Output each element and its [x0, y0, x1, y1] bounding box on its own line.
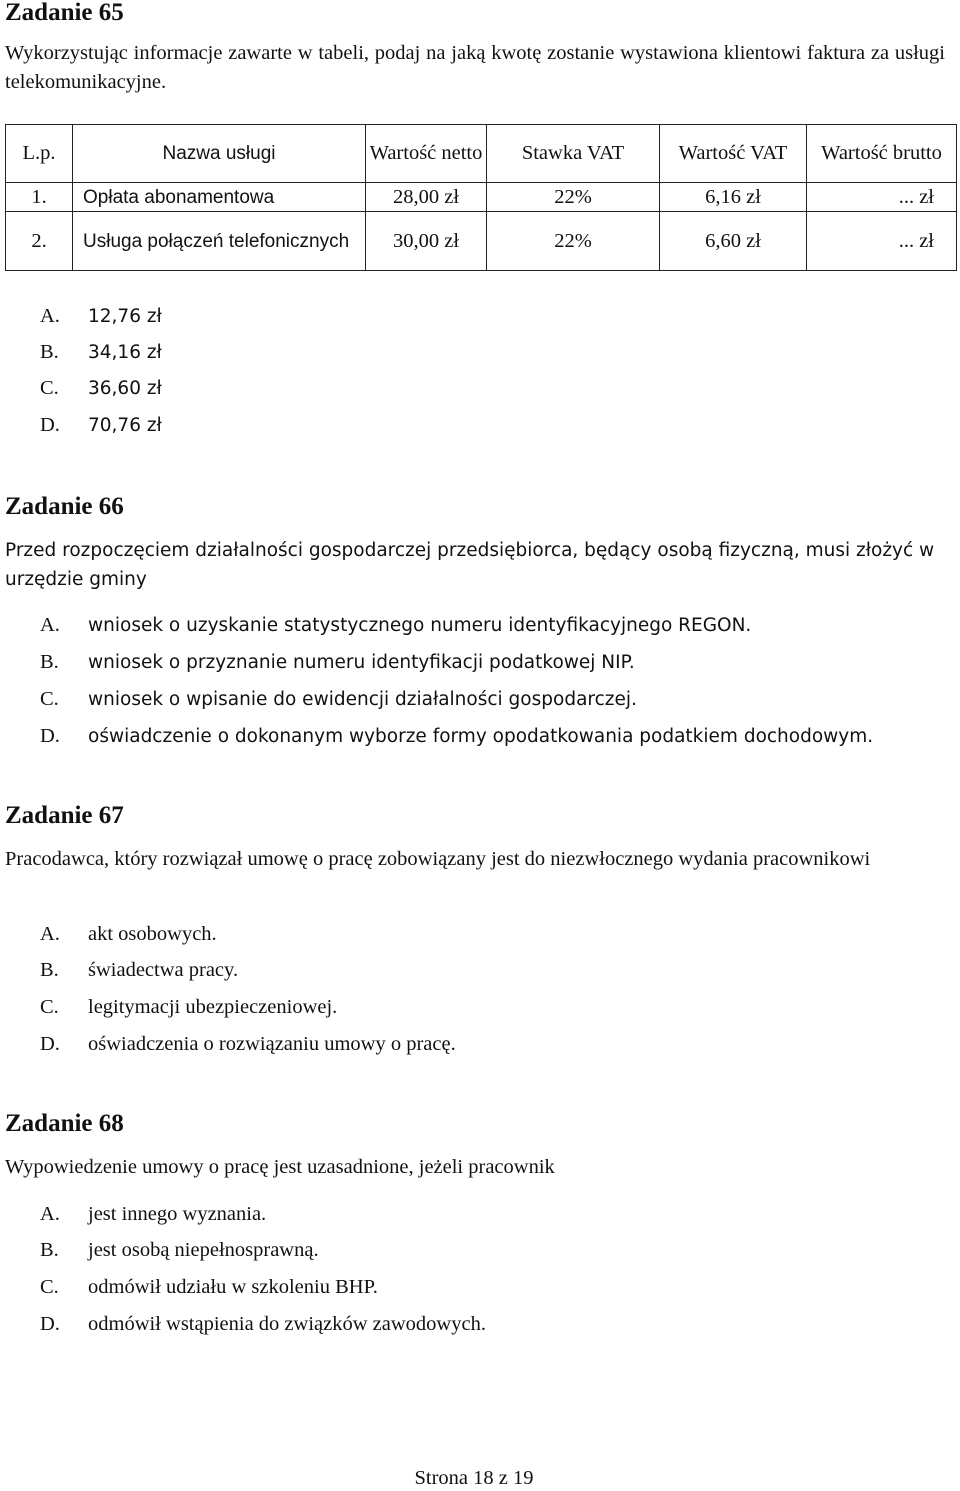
option-text: wniosek o wpisanie do ewidencji działalności gospodarczej. [88, 689, 637, 710]
option-letter: B. [40, 651, 59, 673]
option-text: akt osobowych. [88, 923, 217, 945]
answer-option[interactable] [40, 1310, 486, 1338]
cell-gross-value: ... zł [807, 212, 957, 271]
option-letter: B. [40, 959, 59, 981]
option-text: oświadczenia o rozwiązaniu umowy o pracę. [88, 1033, 456, 1055]
vat-table [5, 124, 957, 271]
cell-service-name: Usługa połączeń telefonicznych [73, 212, 366, 271]
option-letter: A. [40, 923, 60, 945]
answer-option[interactable] [40, 1236, 319, 1264]
task-68-title: Zadanie 68 [5, 1110, 124, 1137]
header-vat-value: Wartość VAT [660, 125, 807, 183]
option-text: odmówił udziału w szkoleniu BHP. [88, 1276, 378, 1298]
option-letter: C. [40, 377, 59, 399]
option-text: jest innego wyznania. [88, 1203, 267, 1225]
option-letter: C. [40, 1276, 59, 1298]
option-text: 36,60 zł [88, 378, 162, 399]
option-letter: B. [40, 341, 59, 363]
cell-net-value: 30,00 zł [366, 212, 487, 271]
task-65-title: Zadanie 65 [5, 0, 124, 26]
option-letter: B. [40, 1239, 59, 1261]
option-text: 34,16 zł [88, 342, 162, 363]
option-letter: A. [40, 614, 60, 636]
answer-option[interactable] [40, 374, 162, 403]
task-66-title: Zadanie 66 [5, 493, 124, 520]
answer-option[interactable] [40, 920, 217, 948]
answer-option[interactable] [40, 611, 751, 640]
header-vat-rate: Stawka VAT [487, 125, 660, 183]
answer-option[interactable] [40, 338, 162, 367]
cell-vat-value: 6,60 zł [660, 212, 807, 271]
task-67-question: Pracodawca, który rozwiązał umowę o pracę zobowiązany jest do niezwłocznego wydania pracownikowi [5, 848, 871, 870]
task-65-question: Wykorzystując informacje zawarte w tabeli, podaj na jaką kwotę zostanie wystawiona klientowi faktura za usługi telekomunikacyjne. [5, 42, 945, 93]
cell-vat-rate: 22% [487, 212, 660, 271]
option-text: legitymacji ubezpieczeniowej. [88, 996, 338, 1018]
option-letter: D. [40, 414, 60, 436]
answer-option[interactable] [40, 302, 162, 331]
answer-option[interactable] [40, 648, 635, 677]
header-gross-value: Wartość brutto [807, 125, 957, 183]
table-row [6, 212, 957, 271]
option-text: oświadczenie o dokonanym wyborze formy opodatkowania podatkiem dochodowym. [88, 726, 874, 747]
answer-option[interactable] [40, 411, 162, 440]
task-66-question: Przed rozpoczęciem działalności gospodarczej przedsiębiorca, będący osobą fizyczną, musi złożyć w urzędzie gminy [5, 540, 935, 590]
option-letter: D. [40, 1033, 60, 1055]
option-letter: A. [40, 1203, 60, 1225]
answer-option[interactable] [40, 1030, 456, 1058]
cell-vat-value: 6,16 zł [660, 183, 807, 212]
task-67-title: Zadanie 67 [5, 802, 124, 829]
task-68-question: Wypowiedzenie umowy o pracę jest uzasadnione, jeżeli pracownik [5, 1156, 555, 1178]
answer-option[interactable] [40, 993, 337, 1021]
answer-option[interactable] [40, 1200, 266, 1228]
answer-option[interactable] [40, 1273, 378, 1301]
header-lp: L.p. [6, 125, 73, 183]
option-text: wniosek o przyznanie numeru identyfikacji podatkowej NIP. [88, 652, 635, 673]
option-text: jest osobą niepełnosprawną. [88, 1239, 319, 1261]
cell-service-name: Opłata abonamentowa [73, 183, 366, 212]
answer-option[interactable] [40, 722, 873, 751]
option-letter: A. [40, 305, 60, 327]
option-letter: D. [40, 1313, 60, 1335]
cell-lp: 1. [6, 183, 73, 212]
cell-net-value: 28,00 zł [366, 183, 487, 212]
option-text: odmówił wstąpienia do związków zawodowych. [88, 1313, 486, 1335]
header-net-value: Wartość netto [366, 125, 487, 183]
page-number: Strona 18 z 19 [414, 1467, 534, 1489]
table-row [6, 183, 957, 212]
answer-option[interactable] [40, 956, 238, 984]
option-letter: C. [40, 688, 59, 710]
header-service-name: Nazwa usługi [73, 125, 366, 183]
cell-lp: 2. [6, 212, 73, 271]
option-text: świadectwa pracy. [88, 959, 239, 981]
option-text: wniosek o uzyskanie statystycznego numeru identyfikacyjnego REGON. [88, 615, 752, 636]
option-letter: D. [40, 725, 60, 747]
cell-vat-rate: 22% [487, 183, 660, 212]
answer-option[interactable] [40, 685, 637, 714]
cell-gross-value: ... zł [807, 183, 957, 212]
option-text: 70,76 zł [88, 415, 162, 436]
option-text: 12,76 zł [88, 306, 162, 327]
option-letter: C. [40, 996, 59, 1018]
table-header-row [6, 125, 957, 183]
